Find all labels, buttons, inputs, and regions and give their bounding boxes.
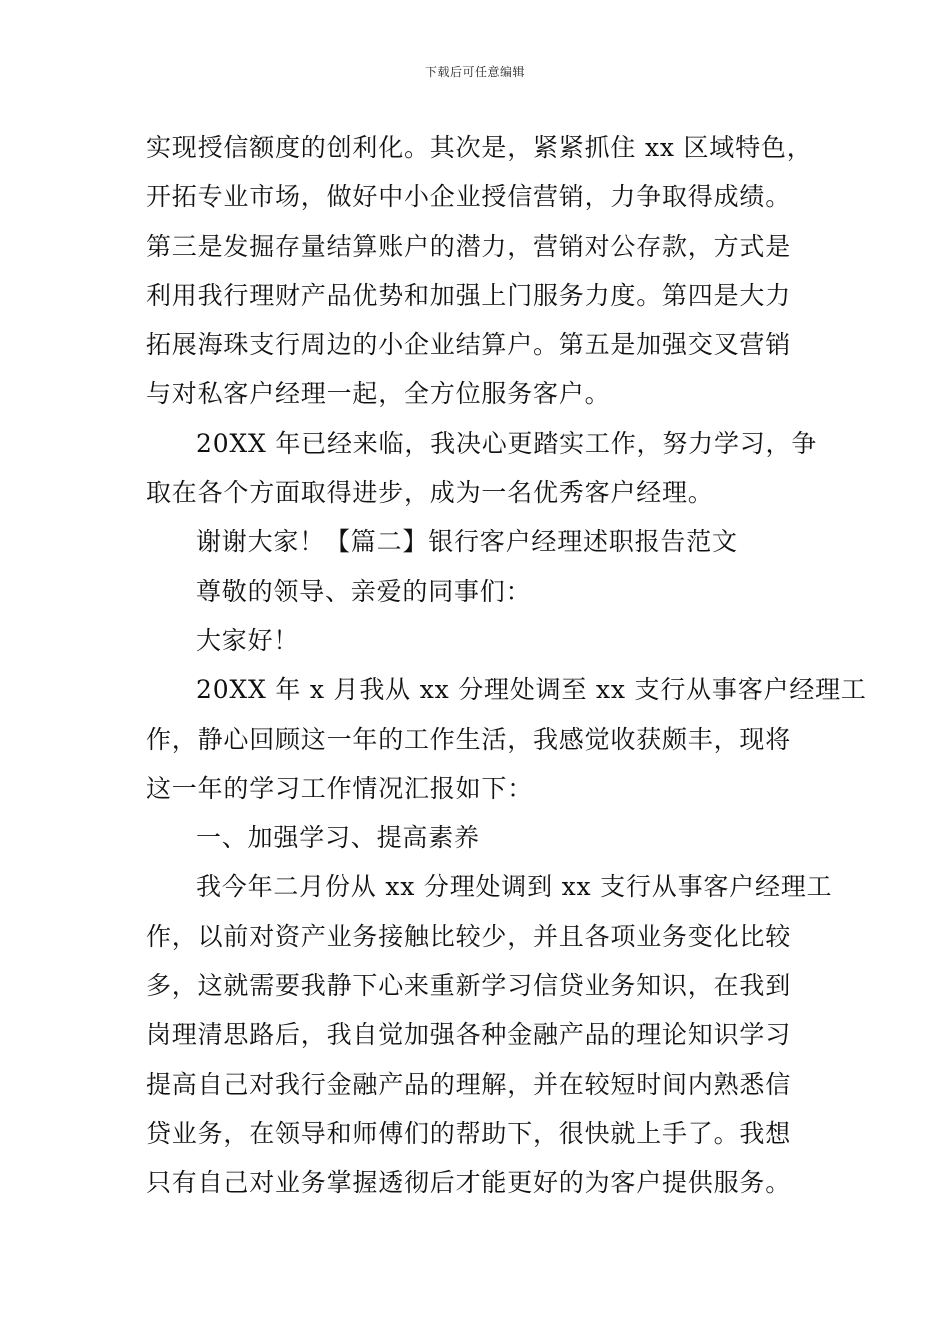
text-line: 实现授信额度的创利化。其次是，紧紧抓住 xx 区域特色， xyxy=(146,133,813,162)
text-line: 只有自己对业务掌握透彻后才能更好的为客户提供服务。 xyxy=(146,1168,792,1198)
greeting: 大家好！ xyxy=(196,625,300,655)
text-line: 岗理清思路后，我自觉加强各种金融产品的理论知识学习 xyxy=(146,1020,792,1050)
text-line: 我今年二月份从 xx 分理处调到 xx 支行从事客户经理工 xyxy=(196,872,833,902)
text-line: 开拓专业市场，做好中小企业授信营销，力争取得成绩。 xyxy=(146,182,792,212)
section-heading: 一、加强学习、提高素养 xyxy=(196,823,480,853)
text-line: 取在各个方面取得进步，成为一名优秀客户经理。 xyxy=(146,478,714,508)
page-header: 下载后可任意编辑 xyxy=(424,65,525,79)
text-line: 谢谢大家！【篇二】银行客户经理述职报告范文 xyxy=(196,527,738,557)
text-line: 作，静心回顾这一年的工作生活，我感觉收获颇丰，现将 xyxy=(146,724,792,754)
text-line: 这一年的学习工作情况汇报如下： xyxy=(146,773,534,803)
text-line: 贷业务，在领导和师傅们的帮助下，很快就上手了。我想 xyxy=(146,1118,792,1148)
document-body xyxy=(146,123,867,1208)
text-line: 利用我行理财产品优势和加强上门服务力度。第四是大力 xyxy=(146,280,792,310)
text-line: 第三是发掘存量结算账户的潜力，营销对公存款，方式是 xyxy=(146,231,792,261)
text-line: 与对私客户经理一起，全方位服务客户。 xyxy=(146,379,611,409)
text-line: 提高自己对我行金融产品的理解，并在较短时间内熟悉信 xyxy=(146,1069,792,1099)
text-line: 多，这就需要我静下心来重新学习信贷业务知识，在我到 xyxy=(146,971,792,1001)
text-line: 20XX 年 x 月我从 xx 分理处调至 xx 支行从事客户经理工 xyxy=(196,675,867,705)
text-line: 作，以前对资产业务接触比较少，并且各项业务变化比较 xyxy=(146,921,792,951)
text-line: 20XX 年已经来临，我决心更踏实工作，努力学习，争 xyxy=(196,428,818,458)
salutation: 尊敬的领导、亲爱的同事们： xyxy=(196,576,532,606)
text-line: 拓展海珠支行周边的小企业结算户。第五是加强交叉营销 xyxy=(146,330,792,360)
